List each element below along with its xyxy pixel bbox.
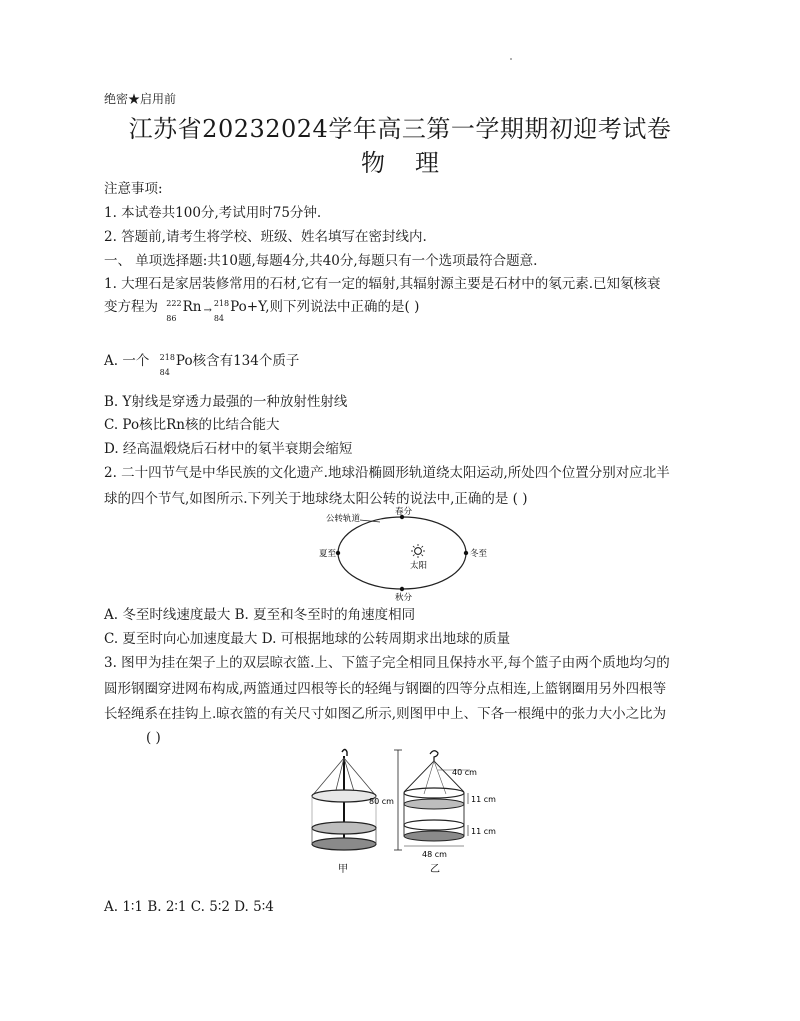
po-nuclide-option-a (159, 352, 193, 377)
q1-prefix: 变方程为 (104, 299, 158, 315)
po-atomic-number: 84 (213, 314, 225, 323)
q2-options-cd: C. 夏至时向心加速度最大 D. 可根据地球的公转周期求出地球的质量 (104, 631, 511, 647)
section-1-heading: 一、 单项选择题:共10题,每题4分,共40分,每题只有一个选项最符合题意. (104, 253, 538, 269)
label-yi: 乙 (430, 864, 440, 875)
q1-option-d: D. 经高温煅烧后石材中的氡半衰期会缩短 (104, 441, 353, 457)
dim-11cm-upper: 11 cm (471, 795, 496, 804)
dim-11cm-lower: 11 cm (471, 827, 496, 836)
q1-stem-line-1: 1. 大理石是家居装修常用的石材,它有一定的辐射,其辐射源主要是石材中的氡元素.已知氡核衰 (104, 276, 661, 292)
q2-stem-line-1: 2. 二十四节气是中华民族的文化遗产.地球沿椭圆形轨道绕太阳运动,所处四个位置分别对应北半 (104, 465, 670, 481)
subject-title (0, 148, 800, 178)
orbit-diagram (319, 506, 488, 603)
rn-mass-number: 222 (166, 299, 182, 308)
basket-dimensions-yi (394, 750, 470, 850)
exam-title: 江苏省20232024学年高三第一学期期初迎考试卷 (128, 115, 672, 143)
q3-options: A. 1∶1 B. 2∶1 C. 5∶2 D. 5∶4 (104, 899, 274, 915)
po-a-atomic-number: 84 (159, 368, 170, 377)
po-mass-number: 218 (213, 299, 230, 308)
q2-stem-line-2: 球的四个节气,如图所示.下列关于地球绕太阳公转的说法中,正确的是 ( ) (104, 491, 528, 507)
orbit-ellipse (338, 517, 466, 589)
po-symbol: Po (230, 299, 247, 315)
earth-summer (336, 551, 340, 555)
q3-stem-line-4: ( ) (146, 730, 161, 746)
secret-mark: 绝密★启用前 (104, 92, 177, 106)
dim-40cm: 40 cm (452, 768, 477, 777)
q1-option-a-suffix: 核含有134个质子 (192, 353, 300, 369)
scan-speck (510, 58, 512, 60)
label-winter: 冬至 (470, 549, 488, 559)
basket-diagram (300, 746, 520, 878)
earth-autumn (400, 587, 404, 591)
label-spring: 春分 (395, 507, 413, 517)
q1-option-c: C. Po核比Rn核的比结合能大 (104, 417, 280, 433)
subject-char-2: 理 (415, 149, 439, 177)
notes-heading: 注意事项: (104, 181, 163, 197)
sun-icon (411, 544, 425, 558)
q3-stem-line-3: 长轻绳系在挂钩上.晾衣篮的有关尺寸如图乙所示,则图甲中上、下各一根绳中的张力大小之比为 (104, 706, 667, 722)
earth-winter (464, 551, 468, 555)
subject-char-1: 物 (361, 149, 385, 177)
po-nuclide (213, 298, 247, 323)
q1-option-b: B. Y射线是穿透力最强的一种放射性射线 (104, 394, 348, 410)
label-autumn: 秋分 (395, 593, 413, 603)
q1-stem-line-2 (104, 298, 420, 323)
rn-nuclide (166, 298, 202, 323)
q2-options-ab: A. 冬至时线速度最大 B. 夏至和冬至时的角速度相同 (104, 607, 416, 623)
rn-atomic-number: 86 (166, 314, 177, 323)
notes-item-1: 1. 本试卷共100分,考试用时75分钟. (104, 205, 322, 221)
po-a-mass-number: 218 (159, 353, 175, 362)
po-a-symbol: Po (175, 353, 193, 369)
decay-arrow: → (203, 305, 212, 316)
label-sun: 太阳 (410, 561, 428, 571)
q1-suffix: +Y,则下列说法中正确的是( ) (246, 299, 420, 315)
q1-option-a (104, 352, 300, 377)
q1-option-a-prefix: A. 一个 (104, 353, 150, 369)
orbit-label: 公转轨道 (326, 514, 361, 524)
rn-symbol: Rn (182, 299, 202, 315)
label-summer: 夏至 (319, 549, 337, 559)
notes-item-2: 2. 答题前,请考生将学校、班级、姓名填写在密封线内. (104, 229, 427, 245)
q3-stem-line-2: 圆形钢圈穿进网布构成,两篮通过四根等长的轻绳与钢圈的四等分点相连,上篮钢圈用另外四根等 (104, 681, 667, 697)
basket-photo-jia (312, 750, 376, 851)
q3-stem-line-1: 3. 图甲为挂在架子上的双层晾衣篮.上、下篮子完全相同且保持水平,每个篮子由两个质地均匀的 (104, 655, 670, 671)
dim-48cm: 48 cm (422, 850, 447, 859)
label-jia: 甲 (338, 864, 348, 875)
dim-80cm: 80 cm (369, 797, 394, 806)
